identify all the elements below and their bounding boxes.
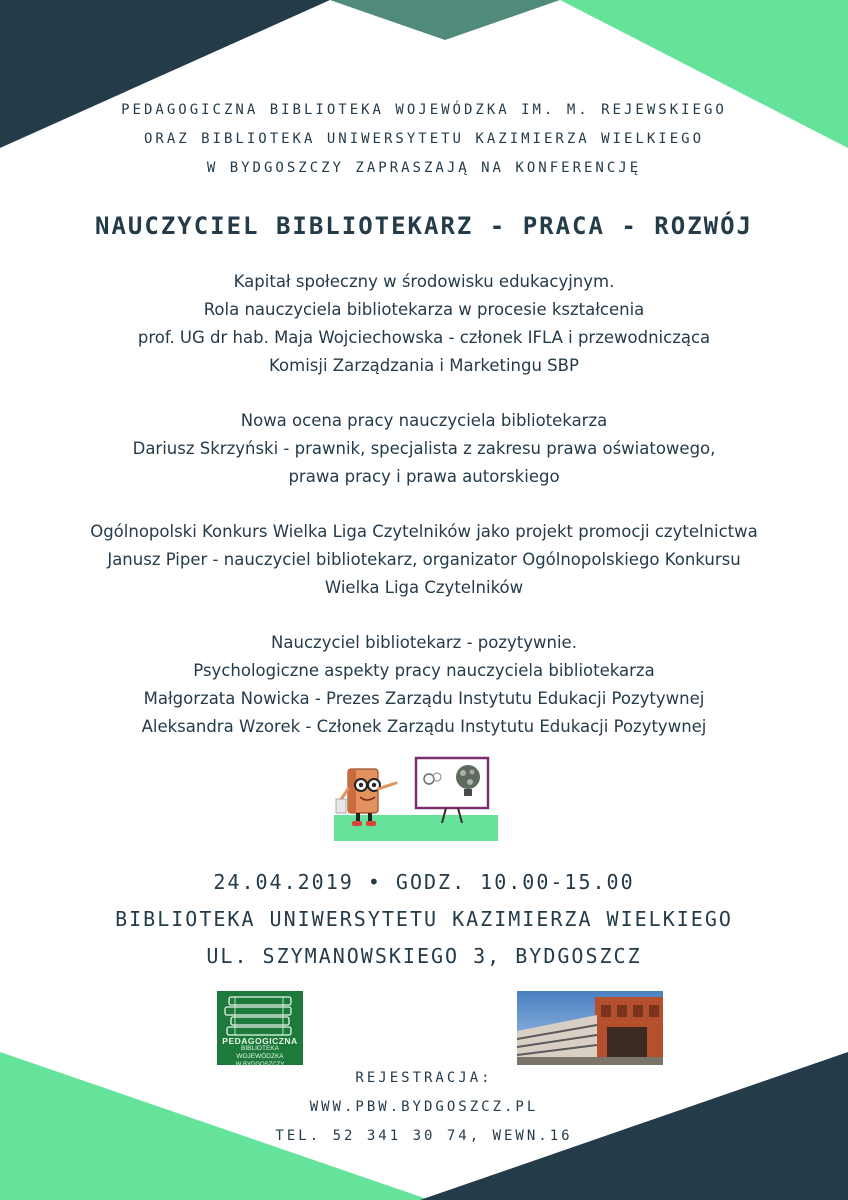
- talk-line: prof. UG dr hab. Maja Wojciechowska - członek IFLA i przewodnicząca: [137, 328, 711, 347]
- inviter-block: [0, 96, 848, 183]
- talk-item: [0, 268, 848, 380]
- logo-line: BIBLIOTEKA WOJEWÓDZKA: [236, 1045, 284, 1060]
- talk-line: prawa pracy i prawa autorskiego: [288, 467, 560, 486]
- talk-line: Janusz Piper - nauczyciel bibliotekarz, organizator Ogólnopolskiego Konkursu: [107, 550, 741, 569]
- registration-website-link[interactable]: WWW.PBW.BYDGOSZCZ.PL: [309, 1099, 539, 1115]
- inviter-line: PEDAGOGICZNA BIBLIOTEKA WOJEWÓDZKA IM. M. REJEWSKIEGO: [121, 102, 727, 118]
- registration-block: [0, 1064, 848, 1151]
- event-datetime: 24.04.2019 • GODZ. 10.00-15.00: [213, 870, 635, 894]
- top-center-teal-triangle: [330, 0, 560, 40]
- talk-line: Nowa ocena pracy nauczyciela bibliotekarza: [240, 411, 608, 430]
- registration-phone: TEL. 52 341 30 74, WEWN.16: [275, 1128, 573, 1144]
- registration-label: REJESTRACJA:: [355, 1070, 493, 1086]
- talk-line: Wielka Liga Czytelników: [324, 578, 524, 597]
- event-address: UL. SZYMANOWSKIEGO 3, BYDGOSZCZ: [206, 944, 642, 968]
- event-details: [0, 864, 848, 975]
- logo-line: W BYDGOSZCZY: [235, 1062, 285, 1065]
- talk-line: Małgorzata Nowicka - Prezes Zarządu Instytutu Edukacji Pozytywnej: [143, 689, 705, 708]
- talk-line: Psychologiczne aspekty pracy nauczyciela bibliotekarza: [193, 661, 655, 680]
- talk-line: Rola nauczyciela bibliotekarza w procesie kształcenia: [203, 300, 645, 319]
- logo-text: [217, 1037, 303, 1065]
- stacked-books-icon: [217, 991, 303, 1037]
- talk-item: [0, 518, 848, 602]
- talk-line: Kapitał społeczny w środowisku edukacyjnym.: [233, 272, 615, 291]
- conference-title: NAUCZYCIEL BIBLIOTEKARZ - PRACA - ROZWÓJ: [95, 212, 753, 240]
- event-venue: BIBLIOTEKA UNIWERSYTETU KAZIMIERZA WIELKIEGO: [115, 907, 733, 931]
- talk-line: Dariusz Skrzyński - prawnik, specjalista z zakresu prawa oświatowego,: [132, 439, 716, 458]
- library-building-photo: [517, 991, 663, 1065]
- logo-line: PEDAGOGICZNA: [222, 1036, 298, 1046]
- inviter-line: ORAZ BIBLIOTEKA UNIWERSYTETU KAZIMIERZA WIELKIEGO: [143, 131, 704, 147]
- talk-line: Komisji Zarządzania i Marketingu SBP: [269, 356, 579, 375]
- program-list: [0, 268, 848, 768]
- talk-line: Aleksandra Wzorek - Członek Zarządu Instytutu Edukacji Pozytywnej: [141, 717, 707, 736]
- pbw-logo: [217, 991, 303, 1065]
- talk-item: [0, 407, 848, 491]
- talk-item: [0, 629, 848, 741]
- talk-line: Ogólnopolski Konkurs Wielka Liga Czytelników jako projekt promocji czytelnictwa: [90, 522, 758, 541]
- inviter-line: W BYDGOSZCZY ZAPRASZAJĄ NA KONFERENCJĘ: [206, 160, 642, 176]
- talk-line: Nauczyciel bibliotekarz - pozytywnie.: [271, 633, 577, 652]
- book-teacher-illustration: [334, 755, 498, 841]
